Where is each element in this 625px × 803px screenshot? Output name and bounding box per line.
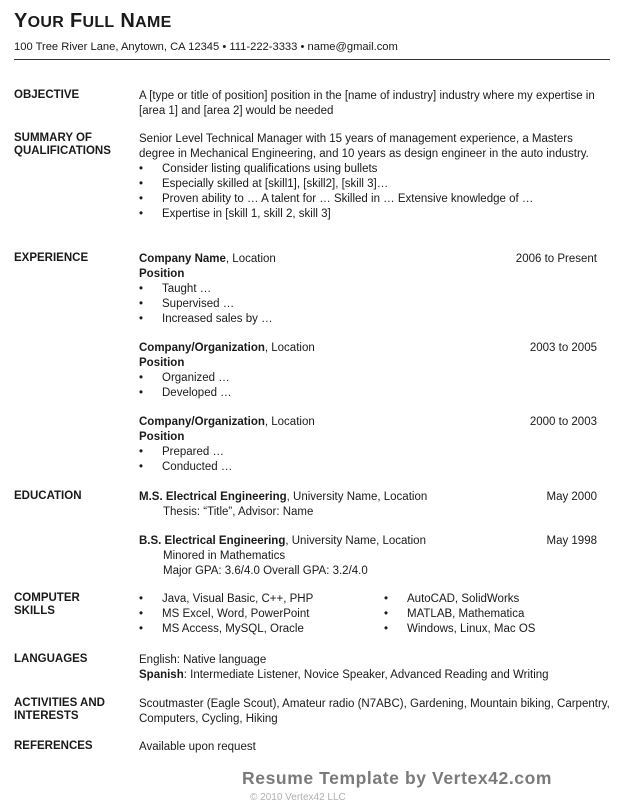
job-position: Position bbox=[139, 268, 185, 280]
languages-label: LANGUAGES bbox=[14, 653, 88, 665]
skills-label-line2: SKILLS bbox=[14, 605, 55, 617]
job-location: , Location bbox=[225, 253, 276, 265]
degree-detail: Thesis: “Title”, Advisor: Name bbox=[163, 506, 314, 518]
references-label: REFERENCES bbox=[14, 740, 93, 752]
language-english: English: Native language bbox=[139, 654, 267, 666]
list-item: • Conducted … bbox=[139, 460, 610, 475]
degree-date: May 2000 bbox=[546, 491, 597, 503]
list-item: • MS Excel, Word, PowerPoint bbox=[139, 607, 384, 622]
copyright-notice: © 2010 Vertex42 LLC bbox=[250, 792, 346, 803]
job-location: , Location bbox=[264, 416, 315, 428]
job-bullets bbox=[139, 445, 610, 475]
job-position: Position bbox=[139, 431, 185, 443]
list-item: • Organized … bbox=[139, 371, 610, 386]
name-rest-2: ULL bbox=[82, 14, 115, 31]
contact-line: 100 Tree River Lane, Anytown, CA 12345 • 111-222-3333 • name@gmail.com bbox=[14, 41, 398, 53]
summary-label-line1: SUMMARY OF bbox=[14, 132, 92, 144]
list-item: • Increased sales by … bbox=[139, 312, 610, 327]
template-brand-link[interactable]: Resume Template by Vertex42.com bbox=[242, 768, 553, 788]
name-initial-3: N bbox=[120, 10, 136, 32]
list-item: • MATLAB, Mathematica bbox=[384, 607, 604, 622]
job-entry bbox=[139, 341, 610, 401]
list-item: • Java, Visual Basic, C++, PHP bbox=[139, 592, 384, 607]
activities-body bbox=[139, 697, 610, 727]
degree-header bbox=[139, 490, 610, 505]
list-item: • Developed … bbox=[139, 386, 610, 401]
objective-label: OBJECTIVE bbox=[14, 89, 80, 101]
list-item: • Supervised … bbox=[139, 297, 610, 312]
summary-bullets bbox=[139, 162, 610, 222]
degree-school: , University Name, Location bbox=[286, 491, 428, 503]
name-rest-3: AME bbox=[135, 14, 172, 31]
degree-title: M.S. Electrical Engineering bbox=[139, 491, 287, 503]
experience-body bbox=[139, 252, 610, 475]
resume-name bbox=[14, 10, 172, 33]
experience-label: EXPERIENCE bbox=[14, 252, 89, 264]
activities-text: Scoutmaster (Eagle Scout), Amateur radio (N7ABC), Gardening, Mountain biking, Carpentry, Computers, Cycling, Hiking bbox=[139, 698, 610, 725]
degree-header bbox=[139, 534, 610, 549]
list-item: • Taught … bbox=[139, 282, 610, 297]
education-body bbox=[139, 490, 610, 579]
job-dates: 2003 to 2005 bbox=[529, 342, 597, 354]
skills-label bbox=[14, 592, 134, 618]
name-initial-1: Y bbox=[14, 10, 28, 32]
summary-label-line2: QUALIFICATIONS bbox=[14, 145, 111, 157]
skills-label-line1: COMPUTER bbox=[14, 592, 80, 604]
job-header bbox=[139, 341, 610, 356]
list-item: • AutoCAD, SolidWorks bbox=[384, 592, 604, 607]
job-company: Company/Organization bbox=[139, 416, 265, 428]
degree-entry bbox=[139, 534, 610, 579]
job-employer bbox=[139, 252, 276, 267]
languages-body bbox=[139, 653, 610, 683]
list-item: • Proven ability to … A talent for … Skilled in … Extensive knowledge of … bbox=[139, 192, 610, 207]
summary-label bbox=[14, 132, 134, 158]
job-location: , Location bbox=[264, 342, 315, 354]
name-initial-2: F bbox=[69, 10, 83, 32]
list-item: • Consider listing qualifications using bullets bbox=[139, 162, 610, 177]
skills-column-1 bbox=[139, 592, 384, 637]
degree-title: B.S. Electrical Engineering bbox=[139, 535, 286, 547]
job-entry bbox=[139, 415, 610, 475]
summary-text: Senior Level Technical Manager with 15 years of management experience, a Masters degree in Mechanical Engineering, and 10 years as design engineer in the auto industry. bbox=[139, 133, 589, 160]
degree-detail: Minored in Mathematics bbox=[163, 550, 286, 562]
degree-detail: Major GPA: 3.6/4.0 Overall GPA: 3.2/4.0 bbox=[163, 565, 368, 577]
job-company: Company/Organization bbox=[139, 342, 265, 354]
education-label: EDUCATION bbox=[14, 490, 82, 502]
list-item: • Especially skilled at [skill1], [skill2], [skill 3]… bbox=[139, 177, 610, 192]
degree-date: May 1998 bbox=[546, 535, 597, 547]
job-header bbox=[139, 252, 610, 267]
list-item: • Expertise in [skill 1, skill 2, skill 3] bbox=[139, 207, 610, 222]
job-entry bbox=[139, 252, 610, 327]
job-position: Position bbox=[139, 357, 185, 369]
skills-column-2 bbox=[384, 592, 604, 637]
activities-label-line2: INTERESTS bbox=[14, 710, 79, 722]
activities-label-line1: ACTIVITIES AND bbox=[14, 697, 105, 709]
list-item: • Prepared … bbox=[139, 445, 610, 460]
language-spanish bbox=[139, 668, 610, 683]
objective-body bbox=[139, 89, 610, 119]
degree-entry bbox=[139, 490, 610, 520]
degree-school: , University Name, Location bbox=[285, 535, 426, 547]
skills-body bbox=[139, 592, 610, 637]
language-spanish-level: : Intermediate Listener, Novice Speaker, Advanced Reading and Writing bbox=[183, 669, 549, 681]
job-header bbox=[139, 415, 610, 430]
job-employer bbox=[139, 415, 315, 430]
summary-body bbox=[139, 132, 610, 222]
header-divider bbox=[14, 59, 610, 60]
job-employer bbox=[139, 341, 315, 356]
list-item: • Windows, Linux, Mac OS bbox=[384, 622, 604, 637]
degree-line bbox=[139, 534, 426, 549]
objective-text: A [type or title of position] position in the [name of industry] industry where my expertise in [area 1] and [area 2] would be needed bbox=[139, 90, 595, 117]
job-bullets bbox=[139, 371, 610, 401]
name-rest-1: OUR bbox=[27, 14, 65, 31]
job-bullets bbox=[139, 282, 610, 327]
language-spanish-name: Spanish bbox=[139, 669, 184, 681]
job-dates: 2006 to Present bbox=[515, 253, 597, 265]
job-dates: 2000 to 2003 bbox=[529, 416, 597, 428]
job-company: Company Name bbox=[139, 253, 226, 265]
references-body bbox=[139, 740, 610, 755]
degree-line bbox=[139, 490, 427, 505]
references-text: Available upon request bbox=[139, 741, 256, 753]
activities-label bbox=[14, 697, 134, 723]
list-item: • MS Access, MySQL, Oracle bbox=[139, 622, 384, 637]
